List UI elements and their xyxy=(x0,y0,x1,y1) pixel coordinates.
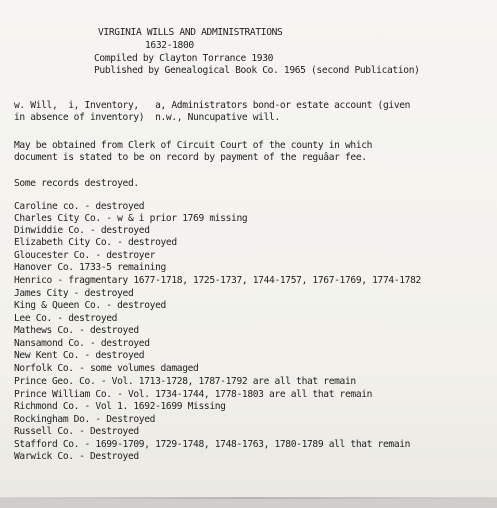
record-item: Warwick Co. - Destroyed xyxy=(14,451,139,462)
note-line-2: document is stated to be on record by payment of the reguâar fee. xyxy=(14,152,367,163)
record-item: Caroline co. - destroyed xyxy=(14,201,145,212)
destroyed-note: Some records destroyed. xyxy=(14,178,139,189)
record-item: Russell Co. - Destroyed xyxy=(14,426,139,437)
legend-line-2: in absence of inventory) n.w., Nuncupative will. xyxy=(14,112,280,123)
record-item: Nansamond Co. - destroyed xyxy=(14,338,150,349)
record-item: Prince Geo. Co. - Vol. 1713-1728, 1787-1792 are all that remain xyxy=(14,376,356,387)
document-years: 1632-1800 xyxy=(145,40,194,51)
record-item: Henrico - fragmentary 1677-1718, 1725-1737, 1744-1757, 1767-1769, 1774-1782 xyxy=(14,275,421,286)
document-title: VIRGINIA WILLS AND ADMINISTRATIONS xyxy=(98,27,283,38)
record-item: Gloucester Co. - destroyer xyxy=(14,250,156,261)
record-item: King & Queen Co. - destroyed xyxy=(14,300,166,311)
record-item: Charles City Co. - w & i prior 1769 missing xyxy=(14,213,248,224)
legend-line-1: w. Will, i, Inventory, a, Administrators bond-or estate account (given xyxy=(14,100,411,111)
record-item: Norfolk Co. - some volumes damaged xyxy=(14,363,199,374)
published-by-line: Published by Genealogical Book Co. 1965 (second Publication) xyxy=(94,65,420,76)
record-item: Stafford Co. - 1699-1709, 1729-1748, 1748-1763, 1780-1789 all that remain xyxy=(14,439,411,450)
record-item: Elizabeth City Co. - destroyed xyxy=(14,237,177,248)
record-item: Prince William Co. - Vol. 1734-1744, 1778-1803 are all that remain xyxy=(14,389,373,400)
record-item: James City - destroyed xyxy=(14,288,134,299)
record-item: Dinwiddie Co. - destroyed xyxy=(14,225,150,236)
record-item: New Kent Co. - destroyed xyxy=(14,350,145,361)
scan-bottom-shadow xyxy=(0,499,497,508)
note-line-1: May be obtained from Clerk of Circuit Court of the county in which xyxy=(14,140,373,151)
record-item: Richmond Co. - Vol 1. 1692-1699 Missing xyxy=(14,401,226,412)
record-item: Mathews Co. - destroyed xyxy=(14,325,139,336)
record-item: Hanover Co. 1733-5 remaining xyxy=(14,262,166,273)
record-item: Lee Co. - destroyed xyxy=(14,313,118,324)
record-item: Rockingham Do. - Destroyed xyxy=(14,414,156,425)
compiled-by-line: Compiled by Clayton Torrance 1930 xyxy=(94,53,274,64)
